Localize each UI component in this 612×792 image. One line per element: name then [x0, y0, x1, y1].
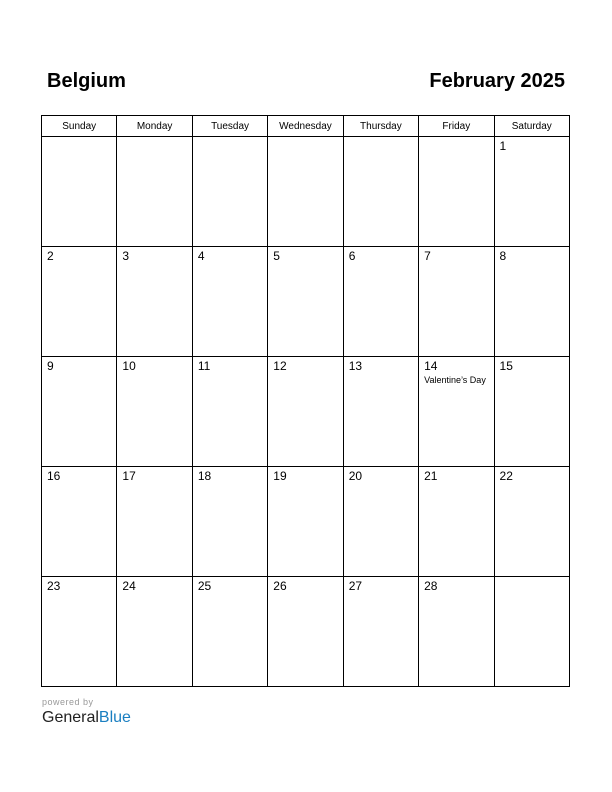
weekday-thursday: Thursday	[343, 116, 418, 137]
calendar-day-cell	[494, 357, 569, 467]
calendar-day-cell	[192, 357, 267, 467]
calendar-day-cell	[42, 577, 117, 687]
day-number: 21	[424, 469, 438, 483]
calendar-week-row	[42, 357, 570, 467]
calendar-day-cell	[42, 357, 117, 467]
day-number: 15	[499, 359, 513, 373]
day-number: 3	[122, 249, 130, 263]
brand-general: General	[42, 709, 99, 726]
day-number: 7	[424, 249, 431, 263]
day-number: 27	[348, 579, 363, 593]
day-number	[193, 137, 267, 139]
brand-logo	[42, 709, 131, 727]
day-number: 19	[273, 469, 287, 483]
country-title: Belgium	[47, 70, 126, 92]
day-number: 18	[197, 469, 212, 483]
day-number	[268, 137, 342, 139]
calendar-day-cell	[494, 137, 569, 247]
weekday-saturday: Saturday	[494, 116, 569, 137]
day-number: 10	[122, 359, 136, 373]
powered-by-text: powered by	[42, 697, 94, 707]
calendar-day-cell	[192, 247, 267, 357]
day-number: 13	[348, 359, 363, 373]
day-number: 17	[122, 469, 136, 483]
calendar-day-cell	[117, 357, 192, 467]
day-number: 9	[47, 359, 54, 373]
calendar-day-cell	[419, 357, 494, 467]
calendar-day-cell	[268, 247, 343, 357]
calendar-day-cell	[343, 467, 418, 577]
weekday-header-row	[42, 116, 570, 137]
day-number: 28	[424, 579, 438, 593]
calendar-grid	[41, 115, 570, 687]
calendar-day-cell	[268, 357, 343, 467]
calendar-day-cell	[494, 467, 569, 577]
calendar-day-cell	[42, 467, 117, 577]
calendar-body	[42, 137, 570, 687]
day-number: 4	[197, 249, 205, 263]
calendar-week-row	[42, 577, 570, 687]
weekday-monday: Monday	[117, 116, 192, 137]
calendar-day-cell	[117, 247, 192, 357]
day-number: 16	[47, 469, 61, 483]
calendar-week-row	[42, 247, 570, 357]
day-number: 20	[348, 469, 363, 483]
day-number	[117, 137, 191, 139]
calendar-day-cell	[343, 357, 418, 467]
calendar-day-cell	[494, 247, 569, 357]
weekday-tuesday: Tuesday	[192, 116, 267, 137]
day-number: 5	[273, 249, 280, 263]
calendar-day-cell	[343, 577, 418, 687]
calendar-day-cell	[419, 137, 494, 247]
calendar-day-cell	[117, 137, 192, 247]
calendar-day-cell	[419, 467, 494, 577]
day-number: 23	[47, 579, 61, 593]
day-number: 14	[424, 359, 438, 373]
day-number: 1	[499, 139, 507, 153]
day-number: 24	[122, 579, 136, 593]
brand-blue: Blue	[98, 709, 131, 726]
calendar-day-cell	[268, 467, 343, 577]
calendar-day-cell	[268, 137, 343, 247]
calendar-day-cell	[268, 577, 343, 687]
day-number	[419, 137, 493, 139]
weekday-friday: Friday	[419, 116, 494, 137]
day-number	[495, 577, 569, 579]
holiday-label: Valentine’s Day	[424, 375, 486, 385]
day-number: 26	[273, 579, 287, 593]
calendar-day-cell	[343, 247, 418, 357]
day-number	[344, 137, 418, 139]
day-number: 8	[499, 249, 507, 263]
weekday-wednesday: Wednesday	[268, 116, 343, 137]
calendar-day-cell	[192, 467, 267, 577]
day-number: 11	[197, 359, 211, 373]
calendar-header	[47, 70, 565, 98]
calendar-day-cell	[117, 467, 192, 577]
calendar-week-row	[42, 467, 570, 577]
day-number: 22	[499, 469, 513, 483]
calendar-week-row	[42, 137, 570, 247]
calendar-day-cell	[42, 137, 117, 247]
day-number: 2	[47, 249, 54, 263]
calendar-day-cell	[419, 247, 494, 357]
month-year-title: February 2025	[429, 70, 565, 92]
day-number	[42, 137, 116, 139]
weekday-sunday: Sunday	[42, 116, 117, 137]
footer	[42, 697, 131, 727]
calendar-day-cell	[494, 577, 569, 687]
day-number: 12	[273, 359, 287, 373]
calendar-day-cell	[343, 137, 418, 247]
calendar-day-cell	[117, 577, 192, 687]
calendar-day-cell	[42, 247, 117, 357]
calendar-day-cell	[419, 577, 494, 687]
calendar-day-cell	[192, 137, 267, 247]
calendar-day-cell	[192, 577, 267, 687]
day-number: 6	[348, 249, 356, 263]
day-number: 25	[197, 579, 212, 593]
